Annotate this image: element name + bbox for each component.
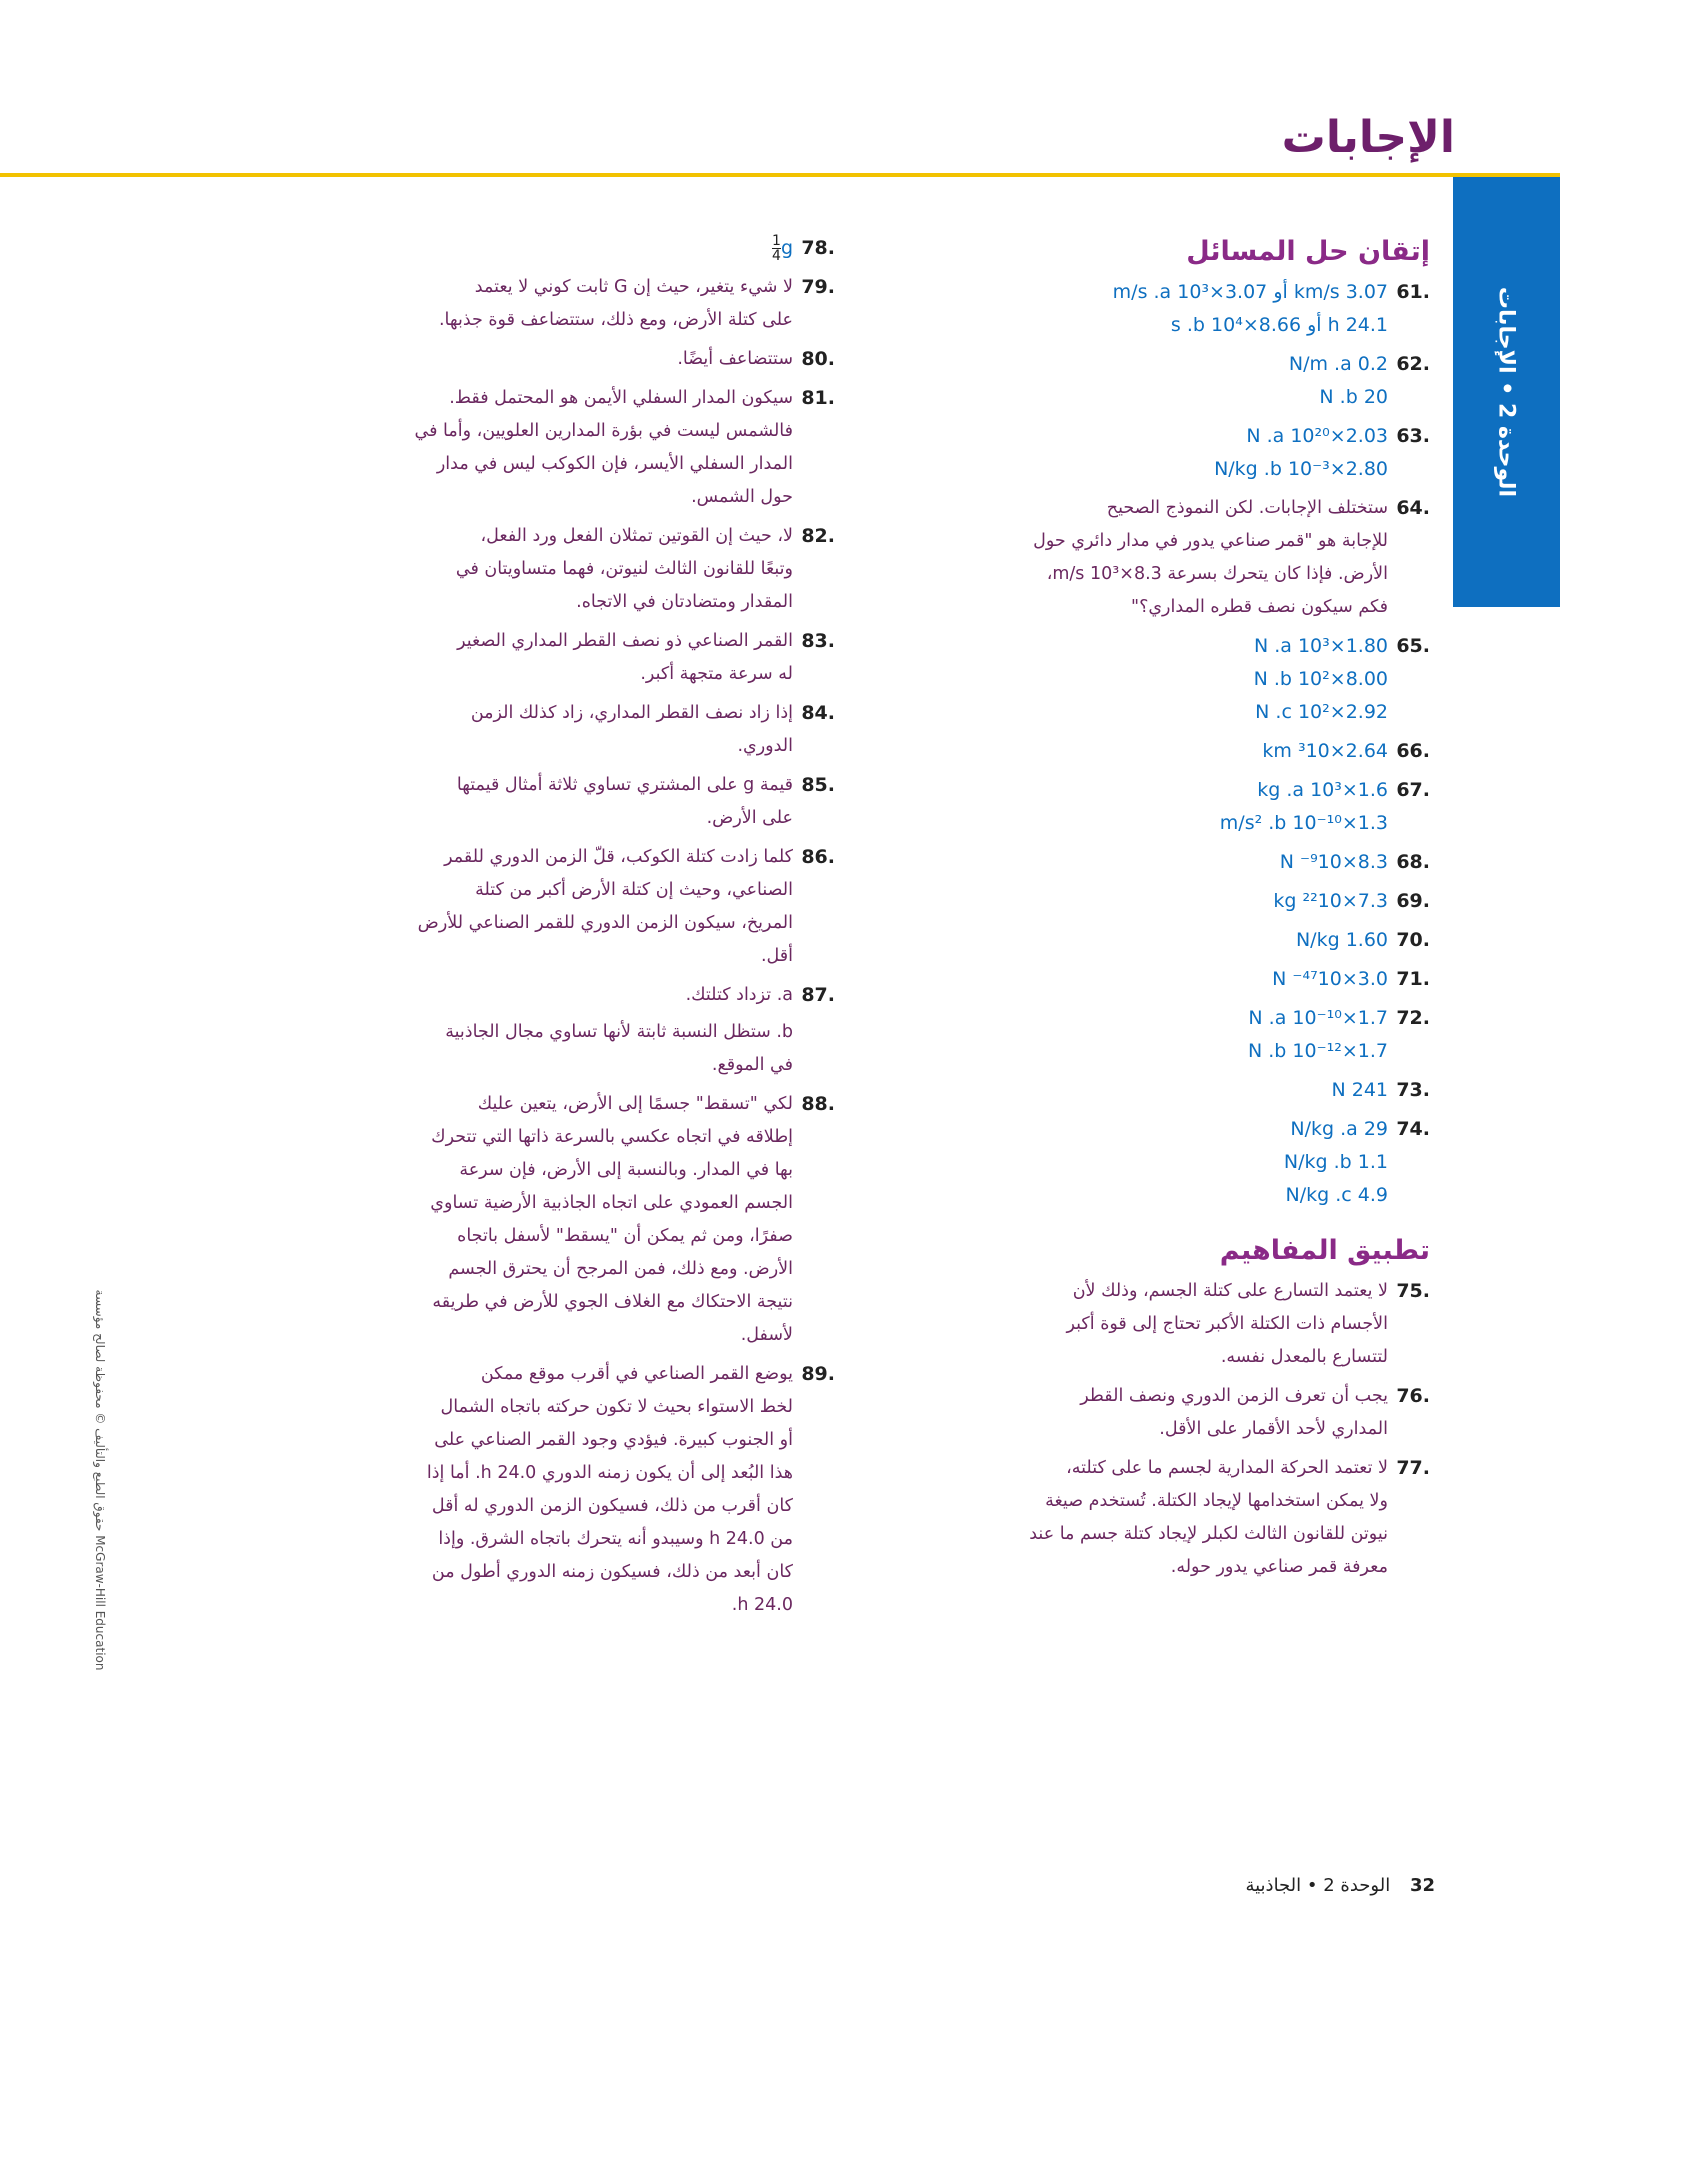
- side-tab: [1453, 177, 1560, 607]
- answer-number: .72: [1396, 1007, 1430, 1029]
- answer-62: [970, 348, 1430, 414]
- answer-86: [270, 841, 835, 973]
- answer-70: [970, 924, 1430, 957]
- answer-line: إذا زاد نصف القطر المداري، زاد كذلك الزمن: [470, 703, 793, 723]
- answer-66: [970, 735, 1430, 768]
- answer-line: المدار السفلي الأيسر، فإن الكوكب ليس في مدار: [436, 454, 793, 474]
- answer-part-a: 0.2 N/m .a: [1288, 353, 1388, 375]
- answer-number: .86: [801, 846, 835, 868]
- answer-67: [970, 774, 1430, 840]
- answer-line: لا، حيث إن القوتين تمثلان الفعل ورد الفعل،: [480, 526, 793, 546]
- answer-80: [270, 343, 835, 376]
- answer-part-c: 2.92×10² N .c: [1255, 701, 1388, 723]
- answer-number: .64: [1396, 497, 1430, 519]
- answer-69: [970, 885, 1430, 918]
- answer-part-a: 29 N/kg .a: [1290, 1118, 1388, 1140]
- title-rule: [0, 173, 1560, 177]
- answer-line: على كتلة الأرض، ومع ذلك، ستتضاعف قوة جذبها.: [438, 310, 793, 330]
- answer-part-a: 1.6×10³ kg .a: [1257, 779, 1388, 801]
- answer-part-b: في الموقع.: [711, 1055, 793, 1075]
- answer-line: معرفة قمر صناعي يدور حوله.: [1170, 1557, 1388, 1577]
- page-footer: [1245, 1875, 1435, 1896]
- answer-line: كان أقرب من ذلك، فسيكون الزمن الدوري له أقل: [431, 1496, 793, 1516]
- answer-line: فكم سيكون نصف قطره المداري؟": [1131, 597, 1388, 617]
- answer-line: 24.0 h.: [731, 1595, 793, 1615]
- answer-line: حول الشمس.: [691, 487, 793, 507]
- answer-line: لا شيء يتغير، حيث إن G ثابت كوني لا يعتمد: [474, 277, 793, 297]
- answer-number: .88: [801, 1093, 835, 1115]
- answer-line: الأجسام ذات الكتلة الأكبر تحتاج إلى قوة أكبر: [1066, 1314, 1388, 1334]
- answer-value: N ⁻⁹10×8.3: [1279, 851, 1388, 873]
- answer-line: صفرًا، ومن ثم يمكن أن "يسقط" لأسفل باتجاه: [457, 1226, 793, 1246]
- answer-number: .77: [1396, 1457, 1430, 1479]
- answer-number: .73: [1396, 1079, 1430, 1101]
- answer-line: يوضع القمر الصناعي في أقرب موقع ممكن: [480, 1364, 793, 1384]
- answer-value: 241 N: [1331, 1079, 1388, 1101]
- answer-part-b: 24.1 h أو 8.66×10⁴ s .b: [1170, 314, 1388, 336]
- answer-line: ستتضاعف أيضًا.: [677, 349, 793, 369]
- answer-73: [970, 1074, 1430, 1107]
- answer-number: .68: [1396, 851, 1430, 873]
- answer-74: [970, 1113, 1430, 1212]
- answer-84: [270, 697, 835, 763]
- answer-85: [270, 769, 835, 835]
- answer-87: [270, 979, 835, 1082]
- answer-number: .80: [801, 348, 835, 370]
- answer-number: .71: [1396, 968, 1430, 990]
- answer-value: 1.60 N/kg: [1295, 929, 1388, 951]
- answer-part-b: 2.80×10⁻³ N/kg .b: [1214, 458, 1388, 480]
- answer-part-b: 8.00×10² N .b: [1253, 668, 1388, 690]
- answer-line: من 24.0 h وسيبدو أنه يتحرك باتجاه الشرق. وإذا: [438, 1529, 793, 1549]
- answer-number: .66: [1396, 740, 1430, 762]
- answer-line: يجب أن تعرف الزمن الدوري ونصف القطر: [1080, 1386, 1388, 1406]
- answer-79: [270, 271, 835, 337]
- answer-line: لتتسارع بالمعدل نفسه.: [1220, 1347, 1388, 1367]
- answer-part-a: a. تزداد كتلتك.: [685, 985, 793, 1005]
- answer-part-b: 20 N .b: [1319, 386, 1388, 408]
- answer-81: [270, 382, 835, 514]
- answer-line: للإجابة هو "قمر صناعي يدور في مدار دائري حول: [1033, 531, 1388, 551]
- answer-line: ولا يمكن استخدامها لإيجاد الكتلة. تُستخدم صيغة: [1045, 1491, 1388, 1511]
- answer-line: نتيجة الاحتكاك مع الغلاف الجوي للأرض في طريقه: [432, 1292, 793, 1312]
- page-number: 32: [1409, 1875, 1435, 1896]
- answer-line: ستختلف الإجابات. لكن النموذج الصحيح: [1106, 498, 1388, 518]
- answer-68: [970, 846, 1430, 879]
- answer-76: [970, 1380, 1430, 1446]
- answer-line: المداري لأحد الأقمار على الأقل.: [1159, 1419, 1388, 1439]
- section-title-concepts: تطبيق المفاهيم: [1219, 1235, 1430, 1266]
- answer-part-a: 1.80×10³ N .a: [1253, 635, 1388, 657]
- answer-line: على الأرض.: [706, 808, 793, 828]
- answer-number: .62: [1396, 353, 1430, 375]
- fraction-numerator: 1: [772, 233, 781, 249]
- answer-number: .67: [1396, 779, 1430, 801]
- answer-number: .79: [801, 276, 835, 298]
- answer-number: .84: [801, 702, 835, 724]
- answer-part-b: 1.1 N/kg .b: [1283, 1151, 1388, 1173]
- answer-61: [970, 276, 1430, 342]
- answer-72: [970, 1002, 1430, 1068]
- answer-line: لا يعتمد التسارع على كتلة الجسم، وذلك لأن: [1072, 1281, 1388, 1301]
- footer-label: الوحدة 2 • الجاذبية: [1245, 1875, 1391, 1896]
- answer-value: N ⁻⁴⁷10×3.0: [1272, 968, 1388, 990]
- answer-number: .76: [1396, 1385, 1430, 1407]
- answer-number: .69: [1396, 890, 1430, 912]
- answer-number: .63: [1396, 425, 1430, 447]
- answer-82: [270, 520, 835, 619]
- answer-line: هذا البُعد إلى أن يكون زمنه الدوري 24.0 h. أما إذا: [426, 1463, 793, 1483]
- answer-line: له سرعة متجهة أكبر.: [640, 664, 793, 684]
- answer-line: إطلاقه في اتجاه عكسي بالسرعة ذاتها التي تتحرك: [431, 1127, 793, 1147]
- answer-value: kg ²²10×7.3: [1273, 890, 1388, 912]
- gravity-symbol: g: [780, 237, 793, 259]
- answer-value: km ³10×2.64: [1262, 740, 1388, 762]
- answer-line: لا تعتمد الحركة المدارية لجسم ما على كتلته،: [1066, 1458, 1388, 1478]
- answer-line: الأرض. ومع ذلك، فمن المرجح أن يحترق الجسم: [448, 1259, 793, 1279]
- answer-line: وتبعًا للقانون الثالث لنيوتن، فهما متساويتان في: [455, 559, 793, 579]
- answer-part-a: 3.07 km/s أو 3.07×10³ m/s .a: [1112, 281, 1388, 303]
- answer-part-b: 1.3×10⁻¹⁰ m/s² .b: [1219, 812, 1388, 834]
- answer-line: بها في المدار. وبالنسبة إلى الأرض، فإن سرعة: [459, 1160, 793, 1180]
- answer-line: المريخ، سيكون الزمن الدوري للقمر الصناعي للأرض: [417, 913, 793, 933]
- answer-64: [970, 492, 1430, 624]
- answer-number: .81: [801, 387, 835, 409]
- answer-part-b: b. ستظل النسبة ثابتة لأنها تساوي مجال الجاذبية: [445, 1022, 793, 1042]
- answer-line: الأرض. فإذا كان يتحرك بسرعة 8.3×10³ m/s،: [1046, 564, 1388, 584]
- answer-75: [970, 1275, 1430, 1374]
- answer-part-a: 1.7×10⁻¹⁰ N .a: [1248, 1007, 1388, 1029]
- fraction-denominator: 4: [772, 248, 781, 264]
- answer-line: فالشمس ليست في بؤرة المدارين العلويين، وأما في: [414, 421, 793, 441]
- answer-line: لأسفل.: [740, 1325, 793, 1345]
- answer-line: القمر الصناعي ذو نصف القطر المداري الصغير: [457, 631, 793, 651]
- answer-line: لخط الاستواء بحيث لا تكون حركته باتجاه الشمال: [440, 1397, 793, 1417]
- copyright-credit: حقوق الطبع والتأليف © محفوظة لصالح مؤسسة McGraw-Hill Education: [93, 1289, 107, 1671]
- answer-71: [970, 963, 1430, 996]
- right-column: [970, 235, 1430, 1590]
- answer-83: [270, 625, 835, 691]
- answer-number: .82: [801, 525, 835, 547]
- answer-line: الصناعي، وحيث إن كتلة الأرض أكبر من كتلة: [475, 880, 793, 900]
- answer-78: [270, 232, 835, 265]
- answer-line: أقل.: [760, 946, 793, 966]
- answer-line: المقدار ومتضادتان في الاتجاه.: [576, 592, 793, 612]
- answer-part-a: 2.03×10²⁰ N .a: [1246, 425, 1388, 447]
- answer-77: [970, 1452, 1430, 1584]
- page-title: الإجابات: [1281, 112, 1455, 163]
- answer-number: .75: [1396, 1280, 1430, 1302]
- answer-63: [970, 420, 1430, 486]
- answer-line: الجسم العمودي على اتجاه الجاذبية الأرضية تساوي: [430, 1193, 793, 1213]
- answer-line: سيكون المدار السفلي الأيمن هو المحتمل فقط.: [449, 388, 793, 408]
- answer-line: كان أبعد من ذلك، فسيكون زمنه الدوري أطول من: [431, 1562, 793, 1582]
- answer-88: [270, 1088, 835, 1352]
- answer-number: .61: [1396, 281, 1430, 303]
- fraction: [772, 234, 781, 263]
- section-title-problem-solving: إتقان حل المسائل: [1186, 236, 1430, 267]
- left-column: [270, 232, 835, 1628]
- answer-line: الدوري.: [737, 736, 793, 756]
- answer-line: أو الجنوب كبيرة. فيؤدي وجود القمر الصناعي على: [434, 1430, 793, 1450]
- answer-number: .74: [1396, 1118, 1430, 1140]
- answer-number: .87: [801, 984, 835, 1006]
- answer-number: .83: [801, 630, 835, 652]
- answer-number: .89: [801, 1363, 835, 1385]
- answer-part-c: 4.9 N/kg .c: [1285, 1184, 1388, 1206]
- answer-number: .85: [801, 774, 835, 796]
- answer-line: لكي "تسقط" جسمًا إلى الأرض، يتعين عليك: [477, 1094, 793, 1114]
- answer-89: [270, 1358, 835, 1622]
- answer-line: نيوتن للقانون الثالث لكبلر لإيجاد كتلة جسم ما عند: [1029, 1524, 1388, 1544]
- answer-65: [970, 630, 1430, 729]
- answer-number: .65: [1396, 635, 1430, 657]
- answer-line: كلما زادت كتلة الكوكب، قلّ الزمن الدوري للقمر: [444, 847, 793, 867]
- answer-number: .78: [801, 237, 835, 259]
- answer-line: قيمة g على المشتري تساوي ثلاثة أمثال قيمتها: [456, 775, 793, 795]
- answer-part-b: 1.7×10⁻¹² N .b: [1248, 1040, 1388, 1062]
- answer-number: .70: [1396, 929, 1430, 951]
- side-tab-label: الوحدة 2 • الإجابات: [1493, 286, 1519, 498]
